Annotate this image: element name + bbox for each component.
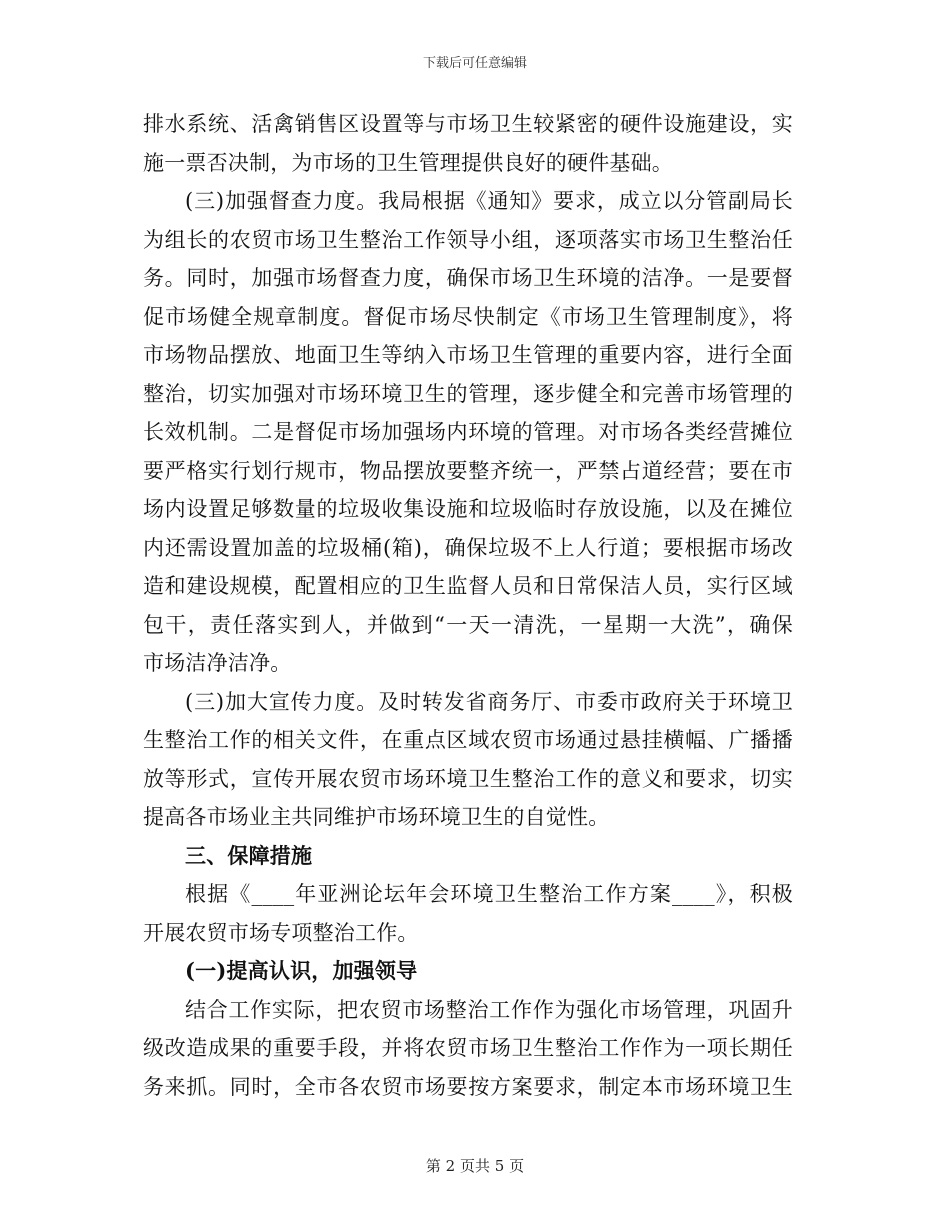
page-number-footer: 第 2 页共 5 页 bbox=[425, 1157, 525, 1175]
paragraph-line: 结合工作实际，把农贸市场整治工作作为强化市场管理，巩固升 bbox=[185, 997, 793, 1022]
paragraph-line: 务。同时，加强市场督查力度，确保市场卫生环境的洁净。一是要督 bbox=[143, 266, 793, 290]
page-header: 下载后可任意编辑 bbox=[422, 56, 527, 71]
paragraph-line: 市场洁净洁净。 bbox=[143, 651, 292, 675]
subsection-heading: (一)提高认识，加强领导 bbox=[185, 958, 418, 983]
paragraph-line: 务来抓。同时，全市各农贸市场要按方案要求，制定本市场环境卫生 bbox=[143, 1074, 793, 1099]
paragraph-line: 造和建设规模，配置相应的卫生监督人员和日常保洁人员，实行区域 bbox=[143, 574, 793, 598]
paragraph-line: (三)加强督查力度。我局根据《通知》要求，成立以分管副局长 bbox=[185, 189, 793, 213]
paragraph-line: 整治，切实加强对市场环境卫生的管理，逐步健全和完善市场管理的 bbox=[143, 381, 793, 406]
paragraph-line: 级改造成果的重要手段，并将农贸市场卫生整治工作作为一项长期任 bbox=[143, 1036, 793, 1060]
paragraph-line: 排水系统、活禽销售区设置等与市场卫生较紧密的硬件设施建设，实 bbox=[143, 112, 793, 136]
paragraph-line: 内还需设置加盖的垃圾桶(箱)，确保垃圾不上人行道；要根据市场改 bbox=[143, 535, 793, 560]
paragraph-line: 市场物品摆放、地面卫生等纳入市场卫生管理的重要内容，进行全面 bbox=[143, 343, 793, 367]
paragraph-line: 促市场健全规章制度。督促市场尽快制定《市场卫生管理制度》，将 bbox=[143, 304, 793, 329]
paragraph-line: 施一票否决制，为市场的卫生管理提供良好的硬件基础。 bbox=[143, 150, 673, 175]
paragraph-line: 长效机制。二是督促市场加强场内环境的管理。对市场各类经营摊位 bbox=[143, 420, 793, 444]
paragraph-line: 包干，责任落实到人，并做到“一天一清洗，一星期一大洗”，确保 bbox=[143, 612, 793, 637]
paragraph-line: (三)加大宣传力度。及时转发省商务厅、市委市政府关于环境卫 bbox=[185, 689, 793, 714]
paragraph-line: 生整治工作的相关文件，在重点区域农贸市场通过悬挂横幅、广播播 bbox=[143, 728, 793, 752]
paragraph-line: 开展农贸市场专项整治工作。 bbox=[143, 920, 419, 945]
section-heading: 三、保障措施 bbox=[185, 842, 313, 868]
paragraph-line: 放等形式，宣传开展农贸市场环境卫生整治工作的意义和要求，切实 bbox=[143, 766, 793, 791]
paragraph-line: 场内设置足够数量的垃圾收集设施和垃圾临时存放设施，以及在摊位 bbox=[143, 497, 793, 521]
paragraph-line: 要严格实行划行规市，物品摆放要整齐统一，严禁占道经营；要在市 bbox=[143, 458, 793, 483]
document-body bbox=[143, 105, 793, 1106]
paragraph-line: 提高各市场业主共同维护市场环境卫生的自觉性。 bbox=[143, 805, 610, 829]
paragraph-line: 根据《____年亚洲论坛年会环境卫生整治工作方案____》，积极 bbox=[185, 882, 793, 906]
paragraph-line: 为组长的农贸市场卫生整治工作领导小组，逐项落实市场卫生整治任 bbox=[143, 227, 793, 252]
